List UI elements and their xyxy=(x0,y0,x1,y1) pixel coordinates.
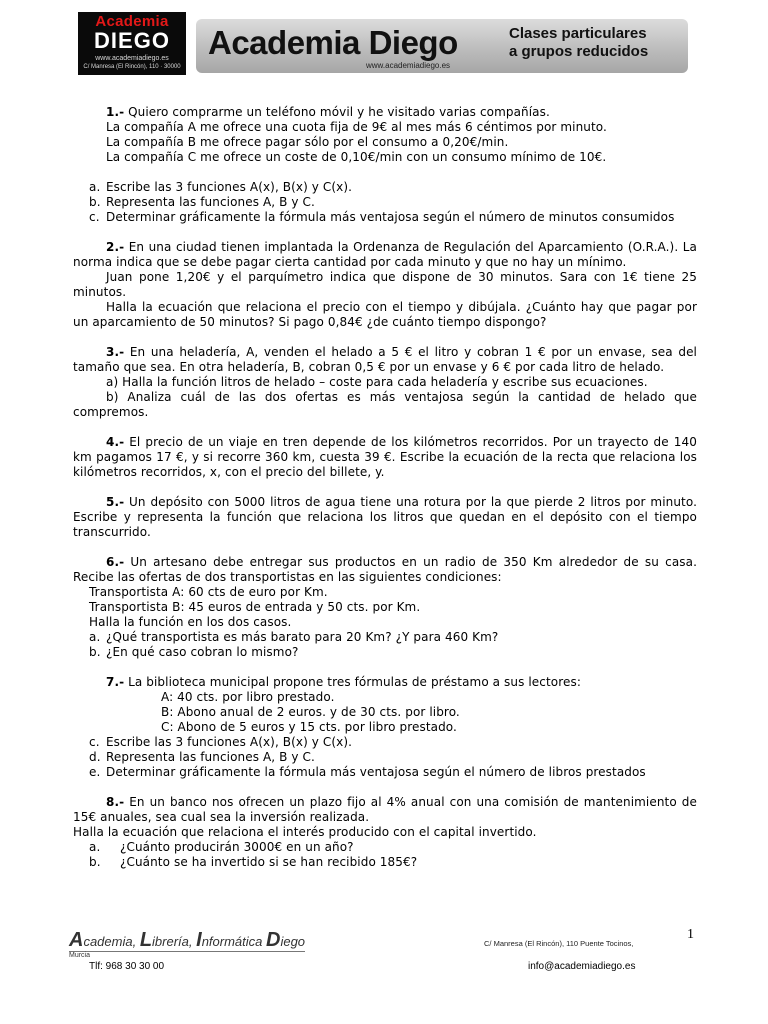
exercise-5 xyxy=(73,495,697,540)
exercise-text: En una ciudad tienen implantada la Ordenanza de Regulación del Aparcamiento (O.R.A.). La norma indica que se debe pagar cierta cantidad por cada minuto y que no hay un mínimo. xyxy=(73,240,697,269)
exercise-number: 6.- xyxy=(106,555,125,569)
exercise-number: 2.- xyxy=(106,240,125,254)
list-text: Determinar gráficamente la fórmula más ventajosa según el número de minutos consumidos xyxy=(106,210,675,224)
exercise-2 xyxy=(73,240,697,270)
exercise-6-line: Halla la función en los dos casos. xyxy=(89,615,292,629)
exercise-3-line: b) Analiza cuál de las dos ofertas es más ventajosa según la cantidad de helado que compremos. xyxy=(73,390,697,419)
exercise-7-option: C: Abono de 5 euros y 15 cts. por libro prestado. xyxy=(161,720,457,734)
list-text: Escribe las 3 funciones A(x), B(x) y C(x). xyxy=(106,180,353,194)
list-text: Representa las funciones A, B y C. xyxy=(106,750,315,764)
exercise-3-line: a) Halla la función litros de helado – coste para cada heladería y escribe sus ecuaciones. xyxy=(106,375,648,389)
exercise-4 xyxy=(73,435,697,480)
list-text: ¿Cuánto se ha invertido si se han recibido 185€? xyxy=(120,855,418,869)
logo-address: C/ Manresa (El Rincón), 110 · 30000 xyxy=(83,64,181,70)
footer-word: nformática xyxy=(201,934,266,949)
exercise-number: 8.- xyxy=(106,795,125,809)
footer-initial: L xyxy=(139,929,153,951)
list-marker: b. xyxy=(89,195,101,209)
list-marker: a. xyxy=(89,840,101,854)
list-text: Representa las funciones A, B y C. xyxy=(106,195,315,209)
list-text: Determinar gráficamente la fórmula más ventajosa según el número de libros prestados xyxy=(106,765,646,779)
exercise-number: 3.- xyxy=(106,345,125,359)
footer-phone: Tlf: 968 30 30 00 xyxy=(89,961,165,972)
banner-tagline xyxy=(509,25,648,61)
list-marker: b. xyxy=(89,855,101,869)
footer-initial: A xyxy=(69,929,84,951)
exercise-number: 1.- xyxy=(106,105,125,119)
list-text: ¿En qué caso cobran lo mismo? xyxy=(106,645,299,659)
footer-address: C/ Manresa (El Rincón), 110 Puente Tocinos, xyxy=(484,939,634,948)
list-text: ¿Cuánto producirán 3000€ en un año? xyxy=(120,840,354,854)
footer-company-name xyxy=(69,931,305,952)
exercise-text: Un depósito con 5000 litros de agua tiene una rotura por la que pierde 2 litros por minuto. Escribe y representa la función que relaciona los litros que quedan en el depósito con el tiempo transcurrido. xyxy=(73,495,697,539)
exercise-text: En una heladería, A, venden el helado a 5 € el litro y cobran 1 € por un envase, sea del tamaño que sea. En otra heladería, B, cobran 0,5 € por un envase y 6 € por cada litro de helado. xyxy=(73,345,697,374)
banner-url: www.academiadiego.es xyxy=(366,61,451,70)
footer-city: Murcia xyxy=(69,952,91,959)
list-marker: a. xyxy=(89,630,101,644)
exercise-text: Un artesano debe entregar sus productos en un radio de 350 Km alrededor de su casa. Recibe las ofertas de dos transportistas en las siguientes condiciones: xyxy=(73,555,697,584)
exercise-number: 5.- xyxy=(106,495,125,509)
list-marker: c. xyxy=(89,210,100,224)
exercise-6-line: Transportista A: 60 cts de euro por Km. xyxy=(89,585,328,599)
banner-title: Academia Diego xyxy=(208,24,458,61)
list-item xyxy=(73,765,697,780)
exercise-text: Quiero comprarme un teléfono móvil y he visitado varias compañías. xyxy=(124,105,550,119)
exercise-1-line: La compañía B me ofrece pagar sólo por el consumo a 0,20€/min. xyxy=(106,135,509,149)
list-item xyxy=(73,180,697,195)
logo-line2: DIEGO xyxy=(94,28,170,53)
list-marker: d. xyxy=(89,750,101,764)
list-text: Escribe las 3 funciones A(x), B(x) y C(x). xyxy=(106,735,353,749)
logo-url: www.academiadiego.es xyxy=(95,55,169,62)
footer-initial: D xyxy=(266,929,281,951)
list-item xyxy=(73,630,697,645)
footer-initial: I xyxy=(196,929,202,951)
academia-logo xyxy=(78,12,186,75)
exercise-text: La biblioteca municipal propone tres fórmulas de préstamo a sus lectores: xyxy=(124,675,581,689)
exercise-number: 7.- xyxy=(106,675,125,689)
footer-word: cademia, xyxy=(83,934,140,949)
footer-word: iego xyxy=(280,934,306,949)
logo-line1: Academia xyxy=(95,13,169,30)
footer-email: info@academiadiego.es xyxy=(528,961,636,972)
exercise-6 xyxy=(73,555,697,585)
list-marker: c. xyxy=(89,735,100,749)
header-banner xyxy=(196,19,688,73)
list-item xyxy=(73,195,697,210)
list-text: ¿Qué transportista es más barato para 20 Km? ¿Y para 460 Km? xyxy=(106,630,499,644)
list-marker: e. xyxy=(89,765,101,779)
exercise-8-line: Halla la ecuación que relaciona el interés producido con el capital invertido. xyxy=(73,825,537,839)
list-item xyxy=(73,735,697,750)
list-item xyxy=(73,750,697,765)
exercise-number: 4.- xyxy=(106,435,125,449)
list-marker: a. xyxy=(89,180,101,194)
exercise-list xyxy=(73,105,697,870)
exercise-1-line: La compañía C me ofrece un coste de 0,10€/min con un consumo mínimo de 10€. xyxy=(106,150,607,164)
exercise-7-option: A: 40 cts. por libro prestado. xyxy=(161,690,335,704)
exercise-1-intro xyxy=(73,105,697,120)
list-item xyxy=(73,210,697,225)
exercise-1-line: La compañía A me ofrece una cuota fija de 9€ al mes más 6 céntimos por minuto. xyxy=(106,120,607,134)
exercise-7-option: B: Abono anual de 2 euros. y de 30 cts. por libro. xyxy=(161,705,460,719)
page-number: 1 xyxy=(687,927,694,942)
list-item xyxy=(73,855,697,870)
banner-tagline-2: a grupos reducidos xyxy=(509,43,649,60)
exercise-7 xyxy=(73,675,697,690)
list-marker: b. xyxy=(89,645,101,659)
banner-tagline-1: Clases particulares xyxy=(509,25,647,42)
exercise-3 xyxy=(73,345,697,375)
exercise-8 xyxy=(73,795,697,825)
exercise-2-line: Juan pone 1,20€ y el parquímetro indica que dispone de 30 minutos. Sara con 1€ tiene 25 minutos. xyxy=(73,270,697,299)
exercise-text: En un banco nos ofrecen un plazo fijo al 4% anual con una comisión de mantenimiento de 15€ anuales, sea cual sea la inversión realizada. xyxy=(73,795,697,824)
exercise-text: El precio de un viaje en tren depende de los kilómetros recorridos. Por un trayecto de 140 km pagamos 17 €, y si recorre 360 km, cuesta 39 €. Escribe la ecuación de la recta que relaciona los kilómetros recorridos, x, con el precio del billete, y. xyxy=(73,435,697,479)
exercise-6-line: Transportista B: 45 euros de entrada y 50 cts. por Km. xyxy=(89,600,421,614)
exercise-2-line: Halla la ecuación que relaciona el precio con el tiempo y dibújala. ¿Cuánto hay que pagar por un aparcamiento de 50 minutos? Si pago 0,84€ ¿de cuánto tiempo dispongo? xyxy=(73,300,697,329)
list-item xyxy=(73,645,697,660)
list-item xyxy=(73,840,697,855)
footer-word: ibrería, xyxy=(152,934,197,949)
